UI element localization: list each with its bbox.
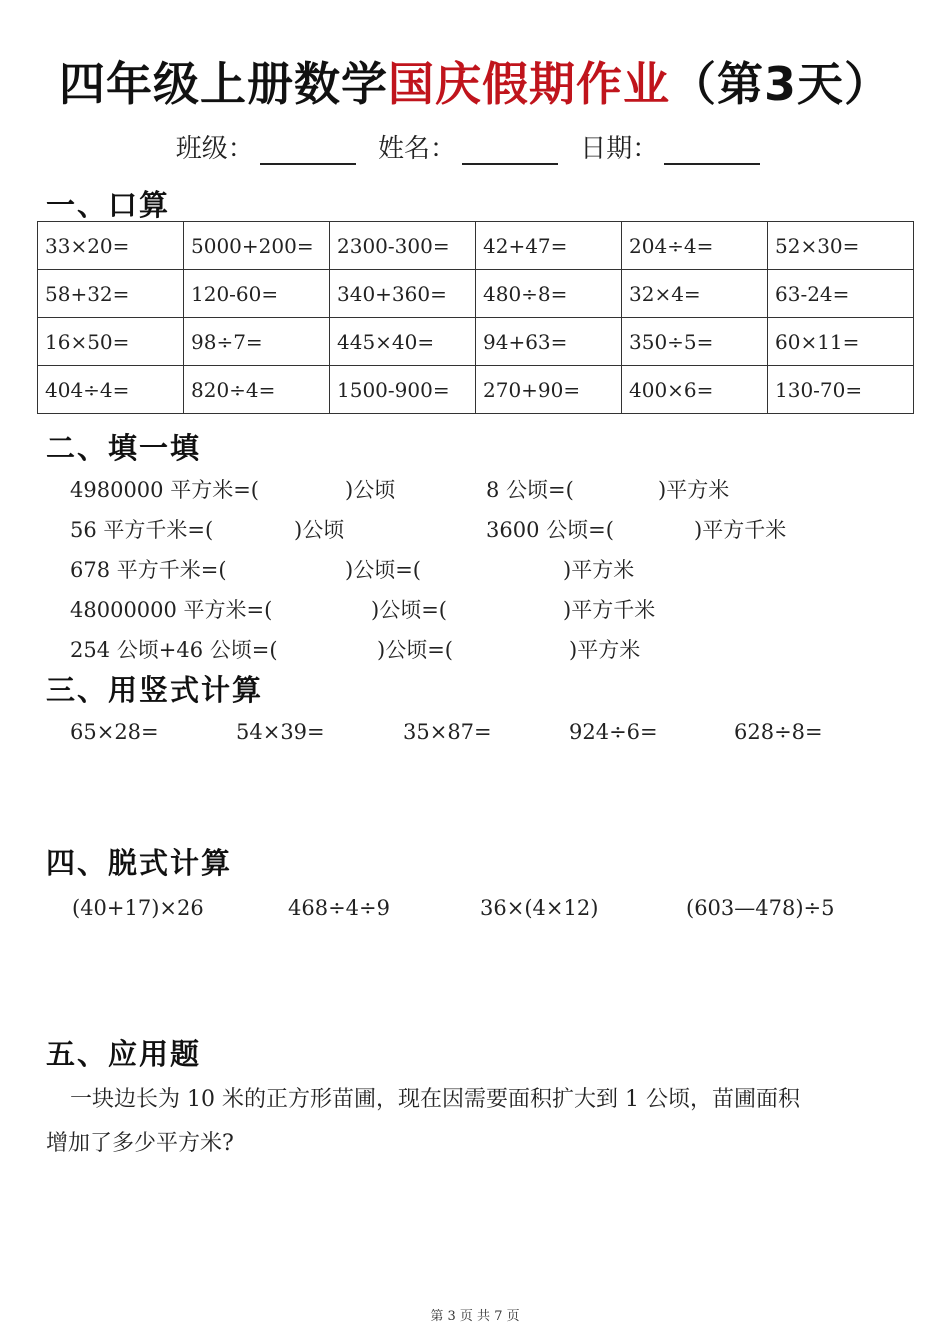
section-heading-fill: 二、填一填 xyxy=(46,431,202,465)
section-heading-stepwise: 四、脱式计算 xyxy=(46,846,233,880)
page-footer: 第 3 页 共 7 页 xyxy=(430,1309,520,1324)
table-cell: 58+32= xyxy=(38,270,184,318)
table-cell: 340+360= xyxy=(330,270,476,318)
stepwise-calc-item: (40+17)×26 xyxy=(72,896,204,920)
date-label: 日期： xyxy=(580,134,659,164)
vertical-calc-item: 35×87= xyxy=(403,720,492,744)
section-heading-word-problem: 五、应用题 xyxy=(46,1037,202,1071)
stepwise-calc-item: 468÷4÷9 xyxy=(288,896,390,920)
table-cell: 60×11= xyxy=(768,318,914,366)
vertical-calc-item: 54×39= xyxy=(236,720,325,744)
table-row xyxy=(38,318,914,366)
vertical-calc-item: 65×28= xyxy=(70,720,159,744)
student-info-line xyxy=(0,128,950,165)
table-cell: 32×4= xyxy=(622,270,768,318)
table-cell: 270+90= xyxy=(476,366,622,414)
fill-item-text: 4980000 平方米=( xyxy=(70,478,259,502)
table-cell: 130-70= xyxy=(768,366,914,414)
section-heading-oral: 一、口算 xyxy=(46,188,171,222)
word-problem xyxy=(46,1078,906,1166)
table-cell: 42+47= xyxy=(476,222,622,270)
section-heading-vertical: 三、用竖式计算 xyxy=(46,673,264,707)
table-cell: 120-60= xyxy=(184,270,330,318)
fill-item-text: )平方千米 xyxy=(694,518,787,542)
table-row xyxy=(38,222,914,270)
table-cell: 63-24= xyxy=(768,270,914,318)
table-cell: 480÷8= xyxy=(476,270,622,318)
table-cell: 16×50= xyxy=(38,318,184,366)
fill-item-text: )公顷=( xyxy=(371,598,447,622)
stepwise-calc-item: (603—478)÷5 xyxy=(686,896,835,920)
table-cell: 52×30= xyxy=(768,222,914,270)
class-label: 班级： xyxy=(175,134,254,164)
word-problem-line-2: 增加了多少平方米? xyxy=(46,1131,234,1156)
oral-calc-table xyxy=(37,221,914,414)
fill-item-text: )平方千米 xyxy=(563,598,656,622)
title-part-1: 四年级上册数学 xyxy=(58,57,388,111)
table-cell: 1500-900= xyxy=(330,366,476,414)
name-label: 姓名： xyxy=(377,134,456,164)
fill-item-text: )公顷=( xyxy=(377,638,453,662)
table-cell: 350÷5= xyxy=(622,318,768,366)
vertical-calc-item: 628÷8= xyxy=(734,720,823,744)
table-cell: 400×6= xyxy=(622,366,768,414)
fill-item-text: )平方米 xyxy=(563,558,635,582)
fill-item-text: 678 平方千米=( xyxy=(70,558,227,582)
fill-item-text: 254 公顷+46 公顷=( xyxy=(70,638,278,662)
table-cell: 94+63= xyxy=(476,318,622,366)
fill-item-text: )公顷 xyxy=(294,518,345,542)
vertical-calc-item: 924÷6= xyxy=(569,720,658,744)
fill-item-text: )公顷=( xyxy=(345,558,421,582)
table-cell: 33×20= xyxy=(38,222,184,270)
date-blank[interactable] xyxy=(664,135,760,165)
title-part-3: （第3天） xyxy=(669,57,891,111)
table-cell: 204÷4= xyxy=(622,222,768,270)
word-problem-line-1: 一块边长为 10 米的正方形苗圃，现在因需要面积扩大到 1 公顷，苗圃面积 xyxy=(70,1087,800,1112)
fill-item-text: )平方米 xyxy=(658,478,730,502)
fill-item-text: 48000000 平方米=( xyxy=(70,598,273,622)
fill-item-text: )公顷 xyxy=(345,478,396,502)
table-cell: 5000+200= xyxy=(184,222,330,270)
page-title xyxy=(0,48,950,114)
table-cell: 445×40= xyxy=(330,318,476,366)
table-cell: 98÷7= xyxy=(184,318,330,366)
stepwise-calc-item: 36×(4×12) xyxy=(480,896,599,920)
table-cell: 404÷4= xyxy=(38,366,184,414)
class-blank[interactable] xyxy=(260,135,356,165)
name-blank[interactable] xyxy=(462,135,558,165)
fill-item-text: 56 平方千米=( xyxy=(70,518,214,542)
table-cell: 820÷4= xyxy=(184,366,330,414)
fill-item-text: 8 公顷=( xyxy=(486,478,574,502)
fill-item-text: 3600 公顷=( xyxy=(486,518,614,542)
table-row xyxy=(38,366,914,414)
title-part-2: 国庆假期作业 xyxy=(387,57,670,111)
table-row xyxy=(38,270,914,318)
table-cell: 2300-300= xyxy=(330,222,476,270)
fill-item-text: )平方米 xyxy=(569,638,641,662)
